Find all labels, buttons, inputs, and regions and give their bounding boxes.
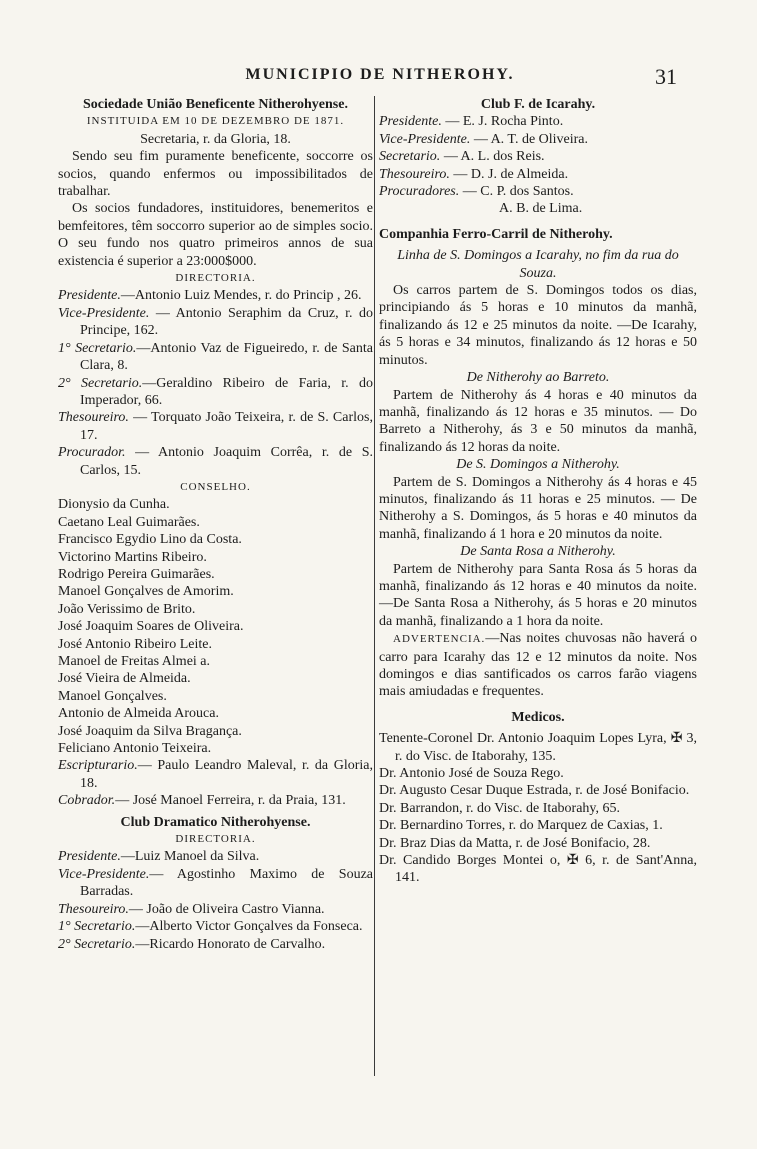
directory-role: 2° Secretario. [58, 936, 136, 952]
society-officer [58, 757, 373, 792]
drama-club-directory-heading: DIRECTORIA. [175, 833, 256, 846]
doctors-list [379, 730, 697, 887]
society-paragraph-2: Os socios fundadores, instituidores, benemeritos e bemfeitores, têm soccorro superior ao de simples socio. O seu fundo nos quatro primeiros annos de sua existencia é superior a 23:000$000. [58, 201, 373, 269]
doctor-entry: Dr. Antonio José de Souza Rego. [379, 766, 564, 782]
directory-entry [58, 866, 373, 901]
directory-text: —Alberto Victor Gonçalves da Fonseca. [135, 919, 363, 935]
directory-text: —Geraldino Ribeiro de Faria, r. do Imperador, 66. [80, 375, 373, 408]
directory-role: Presidente. [58, 849, 121, 865]
directory-text: —Luiz Manoel da Silva. [120, 849, 260, 865]
club-member-extra: A. B. de Lima. [499, 201, 583, 217]
directory-text: — Antonio Seraphim da Cruz, r. do Principe, 162. [80, 305, 373, 339]
directory-text: — Agostinho Maximo de Souza Barradas. [80, 866, 373, 900]
doctor-entry: Dr. Braz Dias da Matta, r. de José Bonifacio, 28. [379, 835, 651, 851]
doctor-entry: Dr. Barrandon, r. do Visc. de Itaborahy, 65. [379, 800, 620, 816]
club-member [379, 166, 697, 183]
society-title: Sociedade União Beneficente Nitherohyense. [83, 97, 348, 112]
column-divider [374, 96, 375, 1076]
council-member: Manoel Gonçalves. [58, 688, 167, 704]
railway-line3-heading: De S. Domingos a Nitherohy. [456, 457, 620, 473]
directory-entry [58, 918, 373, 935]
club-member [379, 131, 697, 148]
directory-entry [58, 287, 373, 304]
directory-role: Thesoureiro. [58, 901, 129, 917]
doctor-entry: Tenente-Coronel Dr. Antonio Joaquim Lopes Lyra, ✠ 3, r. do Visc. de Itaborahy, 135. [379, 731, 697, 764]
society-secretariat: Secretaria, r. da Gloria, 18. [140, 131, 291, 147]
right-column [379, 96, 697, 887]
directory-text: — João de Oliveira Castro Vianna. [128, 901, 325, 917]
council-member: Victorino Martins Ribeiro. [58, 549, 207, 565]
doctor-entry: Dr. Augusto Cesar Duque Estrada, r. de José Bonifacio. [379, 783, 690, 799]
railway-line4-text: Partem de Nitherohy para Santa Rosa ás 5 horas da manhã, finalizando ás 12 horas e 40 minutos da noite. —De Santa Rosa a Nitherohy, ás 5 horas e 20 minutos da manhã, finalizando a 1 hora da noite. [379, 561, 697, 629]
directory-text: —Ricardo Honorato de Carvalho. [135, 936, 326, 952]
officer-role: Escripturario. [58, 758, 138, 774]
society-council-heading: CONSELHO. [180, 480, 251, 493]
directory-entry [58, 848, 373, 865]
warning-label: ADVERTENCIA. [393, 633, 486, 646]
directory-entry [58, 409, 373, 444]
member-role: Vice-Presidente. [379, 131, 471, 147]
directory-role: Procurador. [58, 445, 126, 461]
society-council [58, 496, 373, 757]
warning-text: —Nas noites chuvosas não haverá o carro para Icarahy das 12 e 12 minutos da noite. Nos domingos e dias santificados os carros farão viagens mais amiudadas e frequentes. [379, 631, 697, 700]
council-member: José Joaquim Soares de Oliveira. [58, 619, 244, 635]
directory-entry [58, 901, 373, 918]
member-role: Procuradores. [379, 184, 460, 200]
member-role: Presidente. [379, 114, 442, 130]
railway-line2-text: Partem de Nitherohy ás 4 horas e 40 minutos da manhã, finalizando ás 12 horas e 35 minutos. — Do Barreto a Nitherohy, ás 3 e 50 minutos da manhã, finalizando ás 12 horas da noite. [379, 387, 697, 455]
directory-role: Presidente. [58, 288, 121, 304]
icarahy-club-members [379, 113, 697, 217]
left-column [58, 96, 373, 953]
officer-text: — José Manoel Ferreira, r. da Praia, 131. [115, 793, 346, 809]
railway-title: Companhia Ferro-Carril de Nitherohy. [379, 226, 613, 242]
council-member: Manoel Gonçalves de Amorim. [58, 584, 234, 600]
page-number: 31 [655, 64, 677, 89]
member-role: Thesoureiro. [379, 166, 450, 182]
icarahy-club-title: Club F. de Icarahy. [480, 97, 596, 112]
society-founded: INSTITUIDA EM 10 DE DEZEMBRO DE 1871. [86, 115, 345, 128]
society-directory-heading: DIRECTORIA. [175, 272, 256, 285]
council-member: José Joaquim da Silva Bragança. [58, 723, 242, 739]
member-name: — D. J. de Almeida. [449, 166, 569, 182]
railway-line1-text: Os carros partem de S. Domingos todos os dias, principiando ás 5 horas e 10 minutos da manhã, finalizando ás 12 e 25 minutos da noite. —De Icarahy, ás 5 horas e 34 minutos, finalizando ás 12 horas e 50 minutos. [379, 283, 697, 368]
directory-entry [58, 936, 373, 953]
officer-role: Cobrador. [58, 793, 116, 809]
railway-line4-heading: De Santa Rosa a Nitherohy. [460, 544, 616, 560]
council-member: Rodrigo Pereira Guimarães. [58, 566, 215, 582]
drama-club-title: Club Dramatico Nitherohyense. [120, 814, 311, 830]
directory-text: — Antonio Joaquim Corrêa, r. de S. Carlos, 15. [80, 445, 373, 478]
directory-entry [58, 340, 373, 375]
directory-text: —Antonio Luiz Mendes, r. do Princip , 26. [120, 288, 362, 304]
doctor-entry: Dr. Bernardino Torres, r. do Marquez de Caxias, 1. [379, 818, 663, 834]
council-member: Francisco Egydio Lino da Costa. [58, 532, 242, 548]
club-member [379, 183, 697, 200]
society-officer [58, 792, 373, 809]
railway-line1-heading: Linha de S. Domingos a Icarahy, no fim da rua do Souza. [397, 248, 679, 281]
directory-text: —Antonio Vaz de Figueiredo, r. de Santa Clara, 8. [80, 340, 373, 374]
railway-line2-heading: De Nitherohy ao Barreto. [466, 370, 610, 386]
council-member: José Antonio Ribeiro Leite. [58, 636, 212, 652]
club-member [379, 113, 697, 130]
directory-role: 1° Secretario. [58, 919, 136, 935]
running-title: MUNICIPIO DE NITHEROHY. [245, 66, 515, 83]
directory-role: Thesoureiro. [58, 410, 129, 426]
council-member: João Verissimo de Brito. [58, 601, 196, 617]
member-name: — A. T. de Oliveira. [470, 131, 589, 147]
council-member: Manoel de Freitas Almei a. [58, 654, 211, 669]
drama-club-directory [58, 848, 373, 952]
member-name: — E. J. Rocha Pinto. [441, 114, 564, 130]
doctors-title: Medicos. [511, 709, 565, 725]
directory-role: 2° Secretario. [58, 375, 143, 391]
member-role: Secretario. [379, 149, 441, 165]
society-paragraph-1: Sendo seu fim puramente beneficente, soccorre os socios, quando enfermos ou impossibilitados de trabalhar. [58, 149, 373, 200]
doctor-entry: Dr. Candido Borges Montei o, ✠ 6, r. de Sant'Anna, 141. [379, 853, 697, 886]
officer-text: — Paulo Leandro Maleval, r. da Gloria, 18. [80, 758, 373, 791]
directory-role: Vice-Presidente. [58, 305, 150, 321]
directory-entry [58, 444, 373, 479]
society-directory [58, 287, 373, 478]
member-name: — A. L. dos Reis. [440, 149, 545, 165]
railway-line3-text: Partem de S. Domingos a Nitherohy ás 4 horas e 45 minutos, finalizando ás 11 horas e 25 minutos. — De Nitherohy a S. Domingos, ás 5 horas e 40 minutos da manhã, finalizando á 1 hora e 20 minutos da noite. [379, 474, 697, 542]
directory-entry [58, 305, 373, 340]
council-member: Feliciano Antonio Teixeira. [58, 741, 212, 757]
council-member: Caetano Leal Guimarães. [58, 514, 200, 530]
club-member [379, 148, 697, 165]
page-header [0, 66, 757, 90]
directory-text: — Torquato João Teixeira, r. de S. Carlos, 17. [80, 410, 373, 443]
directory-role: Vice-Presidente. [58, 866, 150, 882]
council-member: Dionysio da Cunha. [58, 497, 170, 513]
member-name: — C. P. dos Santos. [459, 184, 574, 200]
directory-role: 1° Secretario. [58, 340, 137, 356]
directory-entry [58, 375, 373, 410]
council-member: Antonio de Almeida Arouca. [58, 706, 219, 722]
council-member: José Vieira de Almeida. [58, 671, 191, 687]
railway-warning [379, 630, 697, 701]
